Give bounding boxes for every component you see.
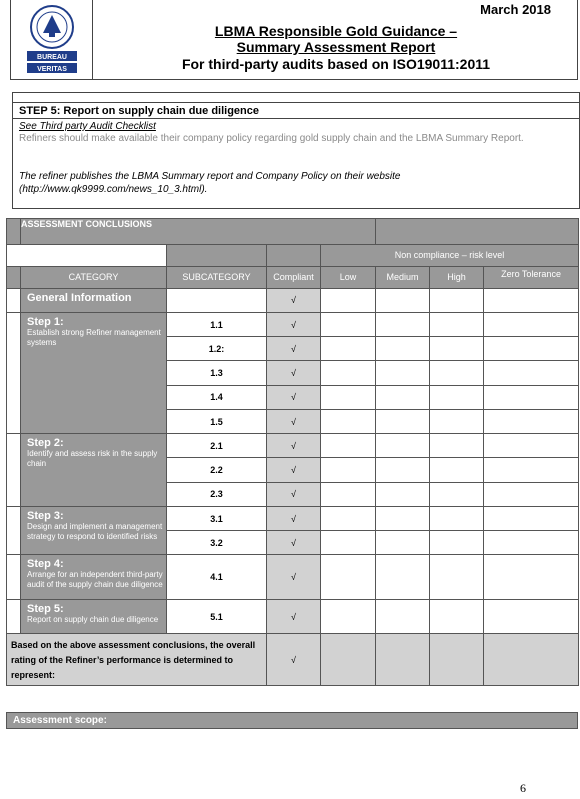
overall-rating-text: Based on the above assessment conclusions, the overall rating of the Refiner’s performance is determined to represent:: [7, 634, 267, 686]
step5-section: [12, 102, 580, 209]
audit-checklist-link[interactable]: See Third party Audit Checklist: [19, 121, 156, 132]
col-medium: Medium: [376, 266, 430, 288]
table-row: [7, 506, 579, 530]
report-header: [10, 0, 578, 80]
svg-text:VERITAS: VERITAS: [37, 66, 67, 73]
compliant-check: √: [267, 555, 321, 599]
compliant-check: √: [267, 337, 321, 361]
compliant-check: √: [267, 506, 321, 530]
step3-category: Step 3: Design and implement a management strategy to respond to identified risks: [21, 506, 167, 555]
compliant-check: √: [267, 361, 321, 385]
col-high: High: [430, 266, 484, 288]
compliant-check: √: [267, 599, 321, 633]
step5-finding-text: The refiner publishes the LBMA Summary report and Company Policy on their website (http://www.qk9999.com/news_10_3.html).: [19, 171, 401, 195]
assessment-conclusions-title: ASSESSMENT CONCLUSIONS: [21, 219, 376, 245]
compliant-check: √: [267, 385, 321, 409]
report-date: March 2018: [480, 2, 551, 17]
subcategory-cell: 5.1: [167, 599, 267, 633]
subcategory-cell: 1.5: [167, 409, 267, 433]
assessment-scope-bar: [6, 712, 578, 729]
compliant-check: √: [267, 312, 321, 336]
overall-compliant-check: √: [267, 634, 321, 686]
compliant-check: √: [267, 482, 321, 506]
subcategory-cell: 1.3: [167, 361, 267, 385]
table-row: [7, 312, 579, 336]
compliant-check: √: [267, 531, 321, 555]
subcategory-cell: 2.2: [167, 458, 267, 482]
subcategory-cell: 2.3: [167, 482, 267, 506]
general-information-label: General Information: [21, 288, 167, 312]
compliant-check: √: [267, 458, 321, 482]
subcategory-cell: 3.2: [167, 531, 267, 555]
title-line-3: For third-party audits based on ISO19011:2011: [181, 56, 491, 72]
assessment-conclusions-table: [6, 218, 579, 686]
table-row: [7, 288, 579, 312]
step5-requirement-text: Refiners should make available their company policy regarding gold supply chain and the LBMA Summary Report.: [19, 133, 524, 144]
title-line-1: LBMA Responsible Gold Guidance –: [214, 23, 458, 39]
compliant-check: √: [267, 409, 321, 433]
step4-category: Step 4: Arrange for an independent third-party audit of the supply chain due diligence: [21, 555, 167, 599]
col-zero-tolerance: Zero Tolerance: [484, 266, 579, 288]
step5-heading: STEP 5: Report on supply chain due diligence: [13, 103, 579, 119]
table-row: [7, 555, 579, 599]
spacer-row: [12, 92, 580, 102]
svg-text:BUREAU: BUREAU: [37, 54, 67, 61]
step1-category: Step 1: Establish strong Refiner management systems: [21, 312, 167, 433]
compliant-check: √: [267, 288, 321, 312]
step2-category: Step 2: Identify and assess risk in the supply chain: [21, 434, 167, 507]
assessment-scope-title: Assessment scope:: [13, 715, 107, 726]
step5-category: Step 5: Report on supply chain due diligence: [21, 599, 167, 633]
non-compliance-header: Non compliance – risk level: [321, 245, 579, 266]
subcategory-cell: 3.1: [167, 506, 267, 530]
subcategory-cell: 4.1: [167, 555, 267, 599]
table-row: [7, 599, 579, 633]
overall-rating-row: [7, 634, 579, 686]
title-line-2: Summary Assessment Report: [236, 39, 436, 55]
col-subcategory: SUBCATEGORY: [167, 266, 267, 288]
subcategory-cell: 1.1: [167, 312, 267, 336]
col-compliant: Compliant: [267, 266, 321, 288]
logo-cell: [11, 0, 93, 79]
page-number: 6: [520, 781, 526, 795]
bureau-veritas-logo: [19, 3, 85, 75]
col-category: CATEGORY: [21, 266, 167, 288]
subcategory-cell: 1.2:: [167, 337, 267, 361]
subcategory-cell: 1.4: [167, 385, 267, 409]
subcategory-cell: 2.1: [167, 434, 267, 458]
col-low: Low: [321, 266, 376, 288]
table-row: [7, 434, 579, 458]
compliant-check: √: [267, 434, 321, 458]
